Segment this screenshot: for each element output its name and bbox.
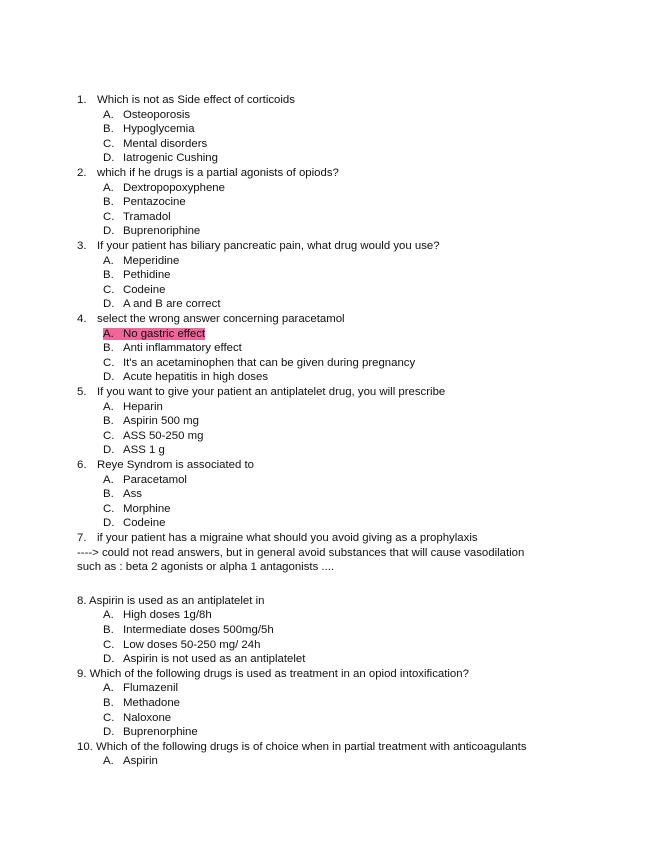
option-letter: C.: [103, 429, 115, 442]
option-text: Aspirin: [123, 755, 158, 768]
question-line: [77, 239, 440, 253]
option-letter: B.: [103, 488, 114, 501]
option-letter: D.: [103, 653, 115, 666]
option-text: Aspirin 500 mg: [123, 415, 199, 428]
option-text: Anti inflammatory effect: [123, 342, 242, 355]
question-line: [77, 312, 345, 326]
option-letter: A.: [103, 682, 114, 695]
option-letter: A.: [103, 609, 114, 622]
answer-option: [103, 151, 218, 165]
option-letter: A.: [103, 755, 114, 768]
option-text: Tramadol: [123, 210, 171, 223]
question-line: [77, 531, 478, 545]
option-text: Aspirin is not used as an antiplatelet: [123, 653, 306, 666]
answer-option: [103, 137, 207, 151]
answer-option: [103, 297, 221, 311]
answer-option: [103, 268, 171, 282]
note-text: such as : beta 2 agonists or alpha 1 antagonists ....: [77, 561, 335, 574]
answer-option: [103, 487, 142, 501]
note-line: [77, 560, 334, 574]
option-letter: B.: [103, 123, 114, 136]
question-number: 2.: [77, 167, 87, 179]
option-text: ASS 1 g: [123, 444, 165, 457]
option-letter: C.: [103, 356, 115, 369]
question-line: [77, 166, 339, 180]
answer-option: [103, 283, 165, 297]
question-number: 5.: [77, 386, 87, 398]
option-letter: D.: [103, 152, 115, 165]
answer-option: [103, 652, 305, 666]
answer-option: [103, 473, 187, 487]
option-text: Heparin: [123, 400, 163, 413]
option-text: Mental disorders: [123, 137, 208, 150]
option-letter: D.: [103, 444, 115, 457]
question-line: [77, 93, 295, 107]
option-text: Pentazocine: [123, 196, 186, 209]
question-line: [77, 458, 254, 472]
question-text: if your patient has a migraine what should you avoid giving as a prophylaxis: [97, 532, 478, 544]
option-letter: A.: [103, 400, 114, 413]
option-text: Low doses 50-250 mg/ 24h: [123, 638, 261, 651]
option-text: Osteoporosis: [123, 108, 191, 121]
question-text: Which of the following drugs is used as treatment in an opiod intoxification?: [89, 667, 469, 680]
option-text: Paracetamol: [123, 473, 187, 486]
option-letter: C.: [103, 137, 115, 150]
option-text: It's an acetaminophen that can be given during pregnancy: [123, 356, 416, 369]
option-letter: C.: [103, 638, 115, 651]
option-text: Meperidine: [123, 254, 180, 267]
answer-option: [103, 195, 186, 209]
option-text: Pethidine: [123, 269, 171, 282]
option-text: Morphine: [123, 502, 171, 515]
option-letter: B.: [103, 196, 114, 209]
option-text: Flumazenil: [123, 682, 179, 695]
option-text: No gastric effect: [123, 327, 206, 340]
answer-option: [103, 502, 171, 516]
option-letter: D.: [103, 371, 115, 384]
answer-option: [103, 516, 165, 530]
answer-option: [103, 356, 415, 370]
answer-option: [103, 224, 200, 238]
option-letter: A.: [103, 108, 114, 121]
answer-option: [103, 327, 205, 341]
option-letter: D.: [103, 517, 115, 530]
answer-option: [103, 608, 212, 622]
answer-option: [103, 754, 158, 768]
option-text: Iatrogenic Cushing: [123, 152, 218, 165]
option-text: Intermediate doses 500mg/5h: [123, 624, 274, 636]
option-letter: A.: [103, 473, 114, 486]
question-text: If your patient has biliary pancreatic pain, what drug would you use?: [97, 240, 440, 252]
answer-option: [103, 696, 180, 710]
answer-option: [103, 429, 203, 443]
question-text: Which of the following drugs is of choice when in partial treatment with anticoagulants: [96, 740, 527, 753]
answer-option: [103, 725, 198, 739]
question-text: Which is not as Side effect of corticoids: [97, 94, 295, 106]
option-text: High doses 1g/8h: [123, 609, 212, 622]
option-text: Methadone: [123, 697, 180, 709]
question-line: [77, 594, 264, 608]
question-text: Reye Syndrom is associated to: [97, 459, 255, 471]
answer-option: [103, 623, 274, 637]
answer-option: [103, 711, 171, 725]
note-text: ----> could not read answers, but in general avoid substances that will cause vasodilation: [77, 546, 525, 559]
answer-option: [103, 443, 165, 457]
option-text: Naloxone: [123, 711, 172, 724]
question-number: 7.: [77, 532, 87, 544]
question-line: [77, 740, 527, 754]
question-text: which if he drugs is a partial agonists of opiods?: [97, 167, 339, 179]
option-text: Hypoglycemia: [123, 123, 195, 136]
question-number: 9.: [77, 667, 90, 680]
option-letter: C.: [103, 711, 115, 724]
question-number: 1.: [77, 94, 87, 106]
option-letter: B.: [103, 415, 114, 428]
answer-option: [103, 341, 242, 355]
option-letter: D.: [103, 298, 115, 311]
option-text: Buprenoriphine: [123, 225, 201, 238]
option-text: ASS 50-250 mg: [123, 429, 204, 442]
question-number: 6.: [77, 459, 87, 471]
option-letter: B.: [103, 269, 114, 282]
question-number: 10.: [77, 740, 96, 753]
question-number: 8.: [77, 594, 90, 607]
answer-option: [103, 681, 178, 695]
option-letter: A.: [103, 254, 114, 267]
answer-option: [103, 254, 179, 268]
question-number: 3.: [77, 240, 87, 252]
question-text: select the wrong answer concerning paracetamol: [97, 313, 345, 325]
answer-option: [103, 400, 163, 414]
option-text: Buprenorphine: [123, 726, 198, 739]
option-letter: B.: [103, 342, 114, 355]
option-letter: A.: [103, 181, 114, 194]
question-line: [77, 385, 445, 399]
answer-option: [103, 122, 195, 136]
option-text: Codeine: [123, 283, 166, 296]
answer-option: [103, 210, 171, 224]
option-letter: A.: [103, 327, 114, 340]
option-letter: D.: [103, 225, 115, 238]
option-text: Dextropopoxyphene: [123, 181, 225, 194]
option-text: Ass: [123, 488, 142, 501]
option-text: Acute hepatitis in high doses: [123, 371, 269, 384]
question-number: 4.: [77, 313, 87, 325]
option-text: Codeine: [123, 517, 166, 530]
highlighted-answer: [103, 328, 205, 340]
note-line: [77, 546, 524, 560]
option-letter: C.: [103, 502, 115, 515]
answer-option: [103, 414, 199, 428]
option-letter: D.: [103, 726, 115, 739]
answer-option: [103, 638, 260, 652]
option-letter: B.: [103, 624, 114, 636]
answer-option: [103, 108, 190, 122]
answer-option: [103, 370, 268, 384]
option-letter: C.: [103, 210, 115, 223]
question-line: [77, 667, 469, 681]
option-letter: C.: [103, 283, 115, 296]
answer-option: [103, 181, 225, 195]
option-letter: B.: [103, 697, 114, 709]
question-text: Aspirin is used as an antiplatelet in: [89, 594, 265, 607]
option-text: A and B are correct: [123, 298, 221, 311]
question-text: If you want to give your patient an antiplatelet drug, you will prescribe: [97, 386, 446, 398]
